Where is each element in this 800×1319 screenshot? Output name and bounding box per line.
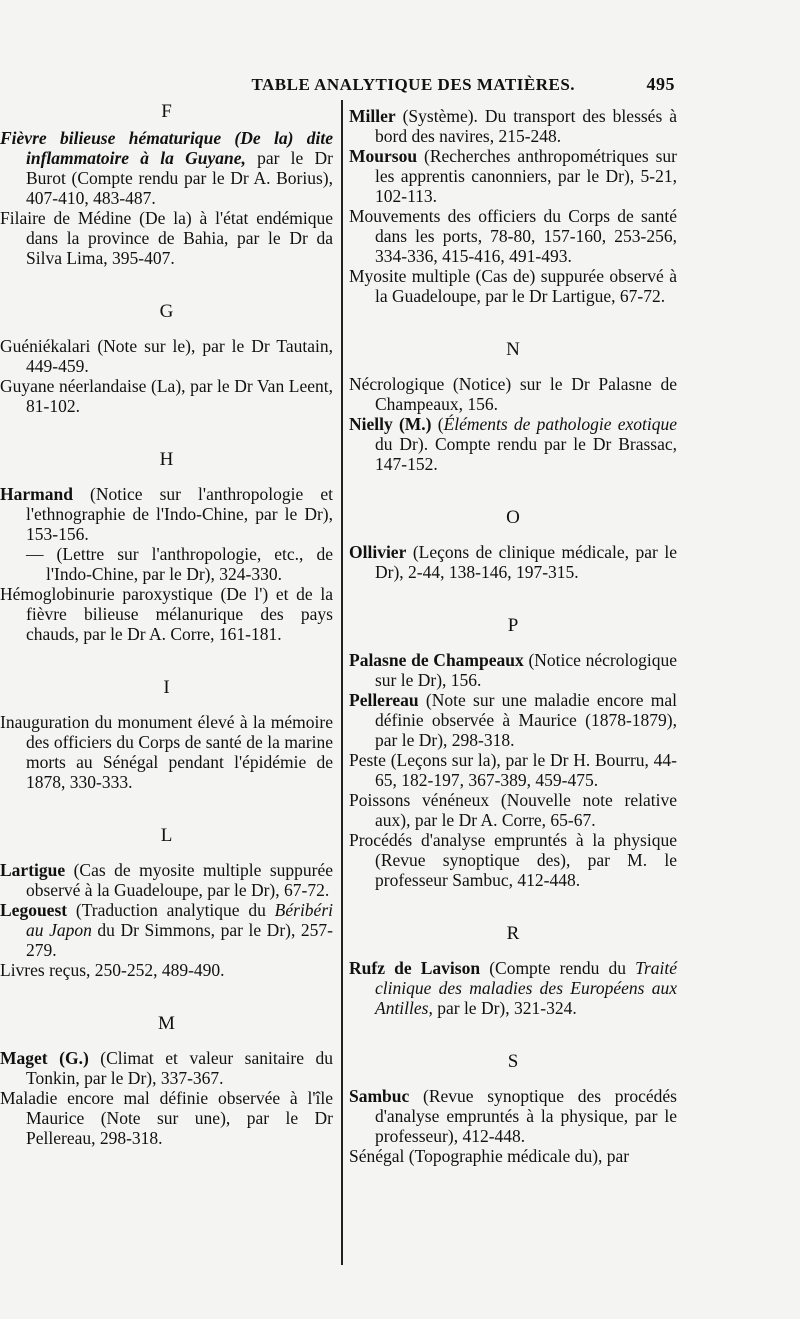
section-letter-g: G bbox=[159, 301, 174, 322]
section-letter-o: O bbox=[506, 507, 520, 528]
index-entry: Livres reçus, 250-252, 489-490. bbox=[0, 960, 225, 980]
index-entry: Inauguration du monument élevé à la mémoire des officiers du Corps de santé de la marine morts au Sénégal pendant l'épidémie de 1878, 330-333. bbox=[0, 712, 333, 792]
index-entry: Harmand (Notice sur l'anthropologie et l'ethnographie de l'Indo-Chine, par le Dr), 153-156. bbox=[0, 484, 333, 544]
section-letter-m: M bbox=[158, 1013, 175, 1034]
index-entry: Ollivier (Leçons de clinique médicale, par le Dr), 2-44, 138-146, 197-315. bbox=[349, 542, 677, 582]
section-letter-s: S bbox=[507, 1051, 519, 1072]
section-letter-r: R bbox=[506, 923, 520, 944]
index-entry: Palasne de Champeaux (Notice nécrologique sur le Dr), 156. bbox=[349, 650, 677, 690]
index-entry: Guyane néerlandaise (La), par le Dr Van Leent, 81-102. bbox=[0, 376, 333, 416]
index-entry: Hémoglobinurie paroxystique (De l') et de la fièvre bilieuse mélanurique des pays chauds, par le Dr A. Corre, 161-181. bbox=[0, 584, 333, 644]
column-divider bbox=[341, 100, 343, 1265]
index-entry: Poissons vénéneux (Nouvelle note relative aux), par le Dr A. Corre, 65-67. bbox=[349, 790, 677, 830]
index-entry: Maladie encore mal définie observée à l'île Maurice (Note sur une), par le Dr Pellereau, 298-318. bbox=[0, 1088, 333, 1148]
index-entry: Legouest (Traduction analytique du Béribéri au Japon du Dr Simmons, par le Dr), 257-279. bbox=[0, 900, 333, 960]
index-entry: Moursou (Recherches anthropométriques sur les apprentis canonniers, par le Dr), 5-21, 102-113. bbox=[349, 146, 677, 206]
index-entry: Mouvements des officiers du Corps de santé dans les ports, 78-80, 157-160, 253-256, 334-336, 415-416, 491-493. bbox=[349, 206, 677, 266]
section-letter-f: F bbox=[161, 101, 172, 122]
index-entry: Rufz de Lavison (Compte rendu du Traité clinique des maladies des Européens aux Antilles, par le Dr), 321-324. bbox=[349, 958, 677, 1018]
running-header bbox=[120, 74, 675, 95]
section-letter-l: L bbox=[160, 825, 173, 846]
index-entry: Nécrologique (Notice) sur le Dr Palasne de Champeaux, 156. bbox=[349, 374, 677, 414]
index-entry: Myosite multiple (Cas de) suppurée observé à la Guadeloupe, par le Dr Lartigue, 67-72. bbox=[349, 266, 677, 306]
index-entry: Filaire de Médine (De la) à l'état endémique dans la province de Bahia, par le Dr da Silva Lima, 395-407. bbox=[0, 208, 333, 268]
index-entry: Peste (Leçons sur la), par le Dr H. Bourru, 44-65, 182-197, 367-389, 459-475. bbox=[349, 750, 677, 790]
index-entry: Fièvre bilieuse hématurique (De la) dite inflammatoire à la Guyane, par le Dr Burot (Compte rendu par le Dr A. Borius), 407-410, 483-487. bbox=[0, 128, 333, 208]
right-column bbox=[349, 100, 677, 1166]
index-entry: Miller (Système). Du transport des blessés à bord des navires, 215-248. bbox=[349, 106, 677, 146]
index-entry: Sambuc (Revue synoptique des procédés d'analyse empruntés à la physique, par le professeur), 412-448. bbox=[349, 1086, 677, 1146]
left-column bbox=[0, 100, 333, 1148]
index-entry: Nielly (M.) (Éléments de pathologie exotique du Dr). Compte rendu par le Dr Brassac, 147-152. bbox=[349, 414, 678, 474]
index-entry: Lartigue (Cas de myosite multiple suppurée observé à la Guadeloupe, par le Dr), 67-72. bbox=[0, 860, 333, 900]
page-number: 495 bbox=[646, 74, 675, 94]
index-entry: Procédés d'analyse empruntés à la physique (Revue synoptique des), par M. le professeur Sambuc, 412-448. bbox=[349, 830, 677, 890]
index-entry: Pellereau (Note sur une maladie encore mal définie observée à Maurice (1878-1879), par le Dr), 298-318. bbox=[349, 690, 677, 750]
section-letter-h: H bbox=[159, 449, 174, 470]
index-entry: Guéniékalari (Note sur le), par le Dr Tautain, 449-459. bbox=[0, 336, 333, 376]
index-entry: Sénégal (Topographie médicale du), par bbox=[349, 1146, 630, 1166]
index-entry: — (Lettre sur l'anthropologie, etc., de l'Indo-Chine, par le Dr), 324-330. bbox=[26, 544, 333, 584]
index-entry: Maget (G.) (Climat et valeur sanitaire du Tonkin, par le Dr), 337-367. bbox=[0, 1048, 333, 1088]
section-letter-i: I bbox=[163, 677, 170, 698]
section-letter-n: N bbox=[506, 339, 520, 360]
section-letter-p: P bbox=[507, 615, 519, 636]
page-title: TABLE ANALYTIQUE DES MATIÈRES. bbox=[251, 75, 576, 94]
